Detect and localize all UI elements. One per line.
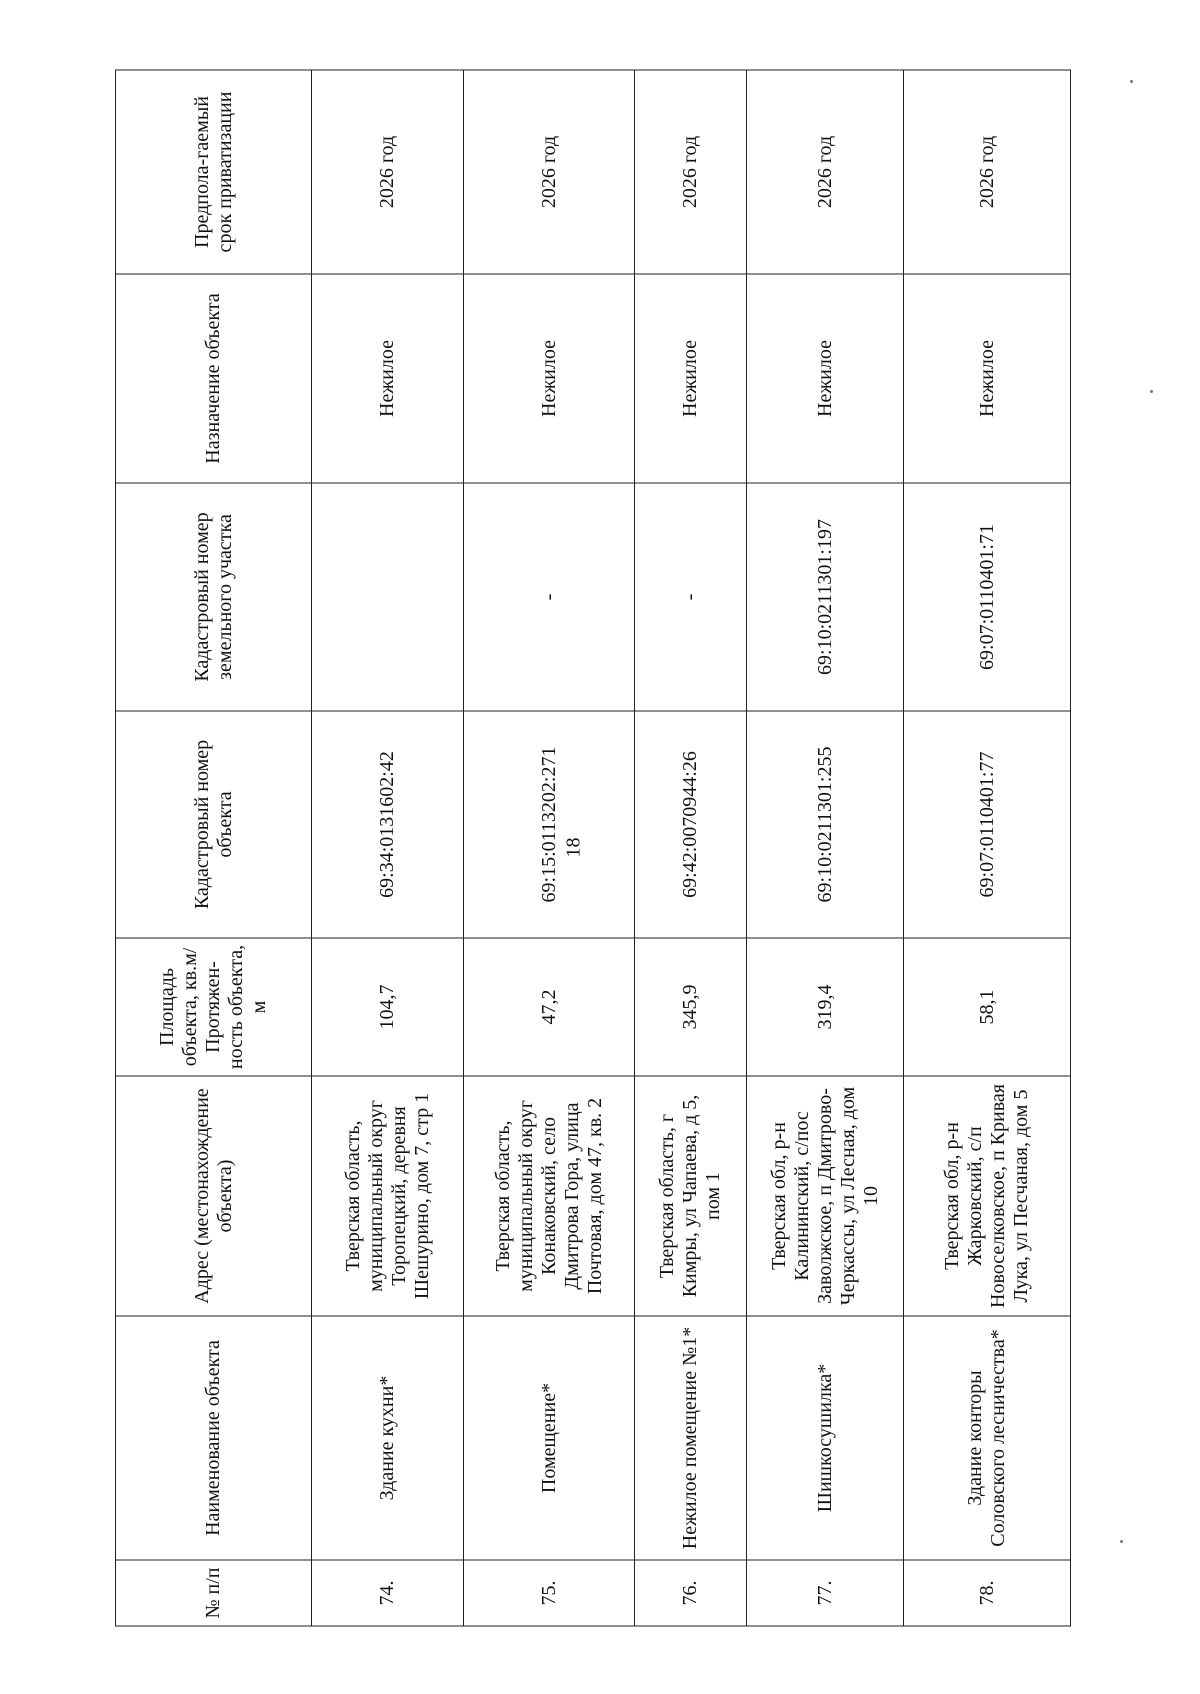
- cell-name: Здание конторы Соловского лесничества*: [903, 1316, 1070, 1560]
- cell-cadastral-object: 69:34:0131602:42: [311, 711, 463, 938]
- cell-address: Тверская обл, р-н Жарковский, с/п Новоселковское, п Кривая Лука, ул Песчаная, дом 5: [903, 1076, 1070, 1316]
- cell-number: 75.: [463, 1560, 634, 1626]
- header-name: Наименование объекта: [115, 1316, 311, 1560]
- cell-cadastral-object: 69:15:0113202:271: [463, 711, 634, 938]
- cell-area: 345,9: [634, 938, 746, 1076]
- cell-term: 2026 год: [311, 70, 463, 274]
- table-row: [634, 70, 746, 1626]
- cell-name: Здание кухни*: [311, 1316, 463, 1560]
- cell-cadastral-land: -: [463, 483, 634, 711]
- table-row: [311, 70, 463, 1626]
- cell-purpose: Нежилое: [311, 274, 463, 483]
- cell-cadastral-land: [311, 483, 463, 711]
- cell-cadastral-land: -: [634, 483, 746, 711]
- cell-area: 319,4: [746, 938, 903, 1076]
- table-row: [746, 70, 903, 1626]
- table-row: [903, 70, 1070, 1626]
- cell-number: 77.: [746, 1560, 903, 1626]
- cell-name: Помещение*: [463, 1316, 634, 1560]
- scan-speck: [1120, 1540, 1123, 1543]
- header-purpose: Назначение объекта: [115, 274, 311, 483]
- header-cadastral-land: Кадастровый номер земельного участка: [115, 483, 311, 711]
- cell-area: 104,7: [311, 938, 463, 1076]
- cell-term: 2026 год: [634, 70, 746, 274]
- cell-number: 74.: [311, 1560, 463, 1626]
- privatization-table: [115, 70, 1071, 1627]
- privatization-table-wrapper: [115, 70, 1070, 1626]
- cell-name: Шишкосушилка*: [746, 1316, 903, 1560]
- scan-speck: [1150, 390, 1153, 393]
- page-number: 18: [562, 837, 585, 858]
- table-header-row: [115, 70, 311, 1626]
- header-area: Площадь объекта, кв.м/ Протяжен-ность объекта, м: [115, 938, 311, 1076]
- cell-purpose: Нежилое: [634, 274, 746, 483]
- cell-cadastral-object: 69:07:0110401:77: [903, 711, 1070, 938]
- cell-address: Тверская область, муниципальный округ Конаковский, село Дмитрова Гора, улица Почтовая, дом 47, кв. 2: [463, 1076, 634, 1316]
- header-term: Предпола-гаемый срок приватизации: [115, 70, 311, 274]
- cell-area: 58,1: [903, 938, 1070, 1076]
- cell-cadastral-object: 69:10:0211301:255: [746, 711, 903, 938]
- header-cadastral-object: Кадастровый номер объекта: [115, 711, 311, 938]
- cell-area: 47,2: [463, 938, 634, 1076]
- cell-number: 78.: [903, 1560, 1070, 1626]
- cell-cadastral-land: 69:07:0110401:71: [903, 483, 1070, 711]
- cell-term: 2026 год: [463, 70, 634, 274]
- cell-cadastral-land: 69:10:0211301:197: [746, 483, 903, 711]
- cell-address: Тверская обл, р-н Калининский, с/пос Заволжское, п Дмитрово-Черкассы, ул Лесная, дом 10: [746, 1076, 903, 1316]
- cell-address: Тверская область, муниципальный округ Торопецкий, деревня Шешурино, дом 7, стр 1: [311, 1076, 463, 1316]
- cell-term: 2026 год: [903, 70, 1070, 274]
- cell-purpose: Нежилое: [746, 274, 903, 483]
- cell-term: 2026 год: [746, 70, 903, 274]
- cell-purpose: Нежилое: [463, 274, 634, 483]
- header-number: № п/п: [115, 1560, 311, 1626]
- cell-number: 76.: [634, 1560, 746, 1626]
- scan-speck: [1130, 80, 1133, 83]
- table-row: [463, 70, 634, 1626]
- cell-cadastral-object: 69:42:0070944:26: [634, 711, 746, 938]
- cell-address: Тверская область, г Кимры, ул Чапаева, д 5, пом 1: [634, 1076, 746, 1316]
- cell-name: Нежилое помещение №1*: [634, 1316, 746, 1560]
- cell-purpose: Нежилое: [903, 274, 1070, 483]
- header-address: Адрес (местонахождение объекта): [115, 1076, 311, 1316]
